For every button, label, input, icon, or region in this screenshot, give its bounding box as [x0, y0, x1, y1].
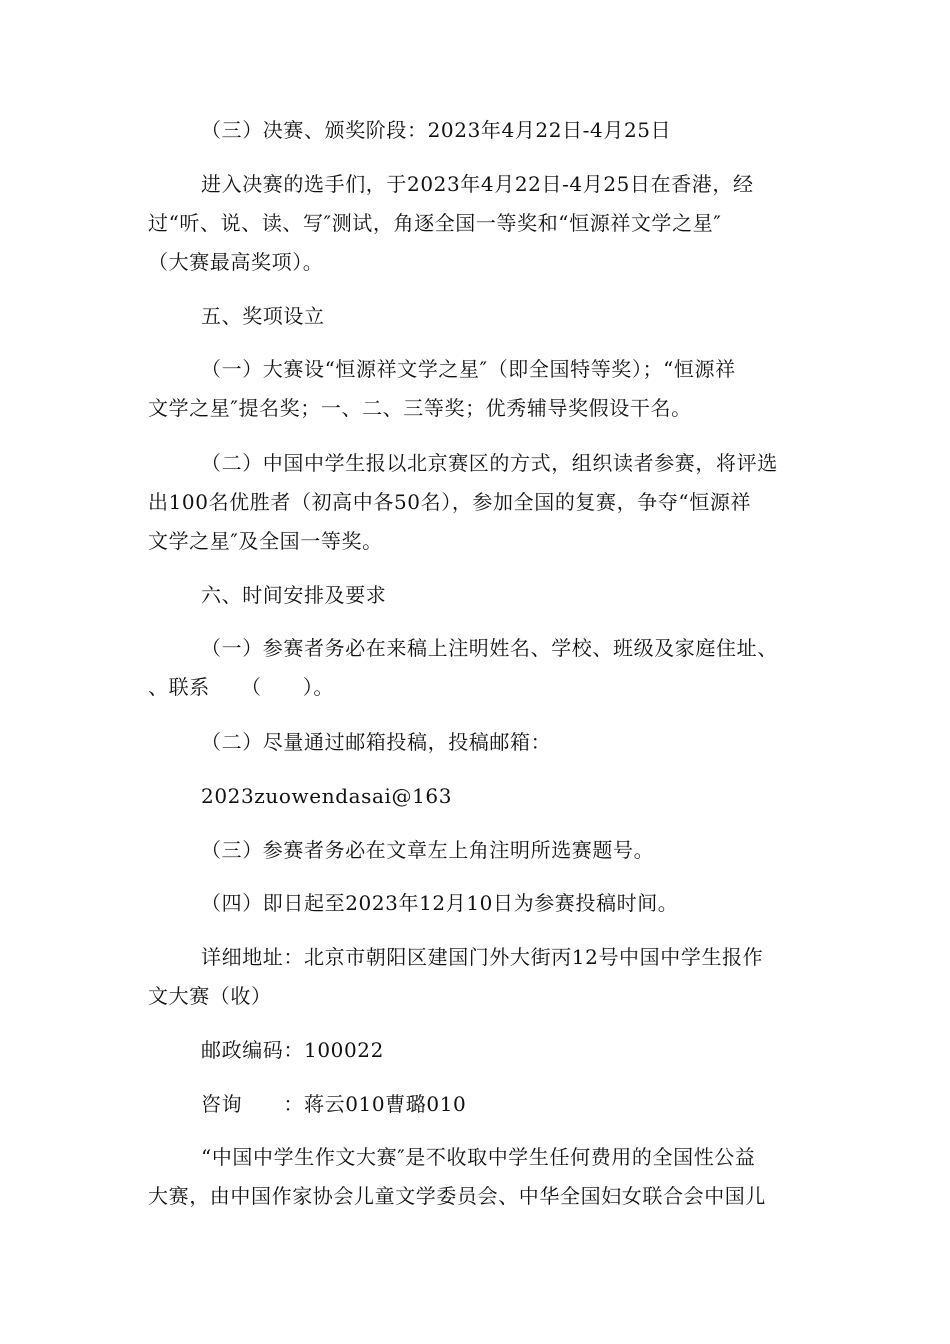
final-paragraph-line-3: （大赛最高奖项）。	[148, 250, 324, 274]
requirement-four: （四）即日起至2023年12月10日为参赛投稿时间。	[201, 891, 679, 915]
awards-item-two-line-1: （二）中国中学生报以北京赛区的方式，组织读者参赛，将评选	[201, 451, 778, 475]
closing-paragraph-line-1: “中国中学生作文大赛″是不收取中学生任何费用的全国性公益	[201, 1145, 756, 1169]
stage-three-heading: （三）决赛、颁奖阶段：2023年4月22日-4月25日	[201, 118, 672, 142]
awards-item-two-line-2: 出100名优胜者（初高中各50名），参加全国的复赛，争夺“恒源祥	[148, 490, 752, 514]
awards-item-two-line-3: 文学之星″及全国一等奖。	[148, 529, 383, 553]
requirement-two: （二）尽量通过邮箱投稿，投稿邮箱：	[201, 730, 552, 754]
consultation-contacts: 咨询 ：蒋云010曹璐010	[201, 1092, 467, 1116]
awards-item-one-line-1: （一）大赛设“恒源祥文学之星″（即全国特等奖）；“恒源祥	[201, 357, 736, 381]
address-line-1: 详细地址：北京市朝阳区建国门外大街丙12号中国中学生报作	[201, 945, 764, 969]
final-paragraph-line-2: 过“听、说、读、写″测试，角逐全国一等奖和“恒源祥文学之星″	[148, 211, 722, 235]
postal-code: 邮政编码：100022	[201, 1038, 384, 1062]
requirement-three: （三）参赛者务必在文章左上角注明所选赛题号。	[201, 838, 655, 862]
section-six-heading: 六、时间安排及要求	[201, 583, 387, 607]
address-line-2: 文大赛（收）	[148, 984, 272, 1008]
final-paragraph-line-1: 进入决赛的选手们，于2023年4月22日-4月25日在香港，经	[201, 172, 754, 196]
submission-email: 2023zuowendasai@163	[201, 784, 453, 808]
requirement-one-line-2: 、联系 （ ）。	[148, 675, 334, 699]
requirement-one-line-1: （一）参赛者务必在来稿上注明姓名、学校、班级及家庭住址、	[201, 636, 778, 660]
closing-paragraph-line-2: 大赛，由中国作家协会儿童文学委员会、中华全国妇女联合会中国儿	[148, 1184, 766, 1208]
awards-item-one-line-2: 文学之星″提名奖；一、二、三等奖；优秀辅导奖假设干名。	[148, 396, 692, 420]
section-five-heading: 五、奖项设立	[201, 304, 325, 328]
